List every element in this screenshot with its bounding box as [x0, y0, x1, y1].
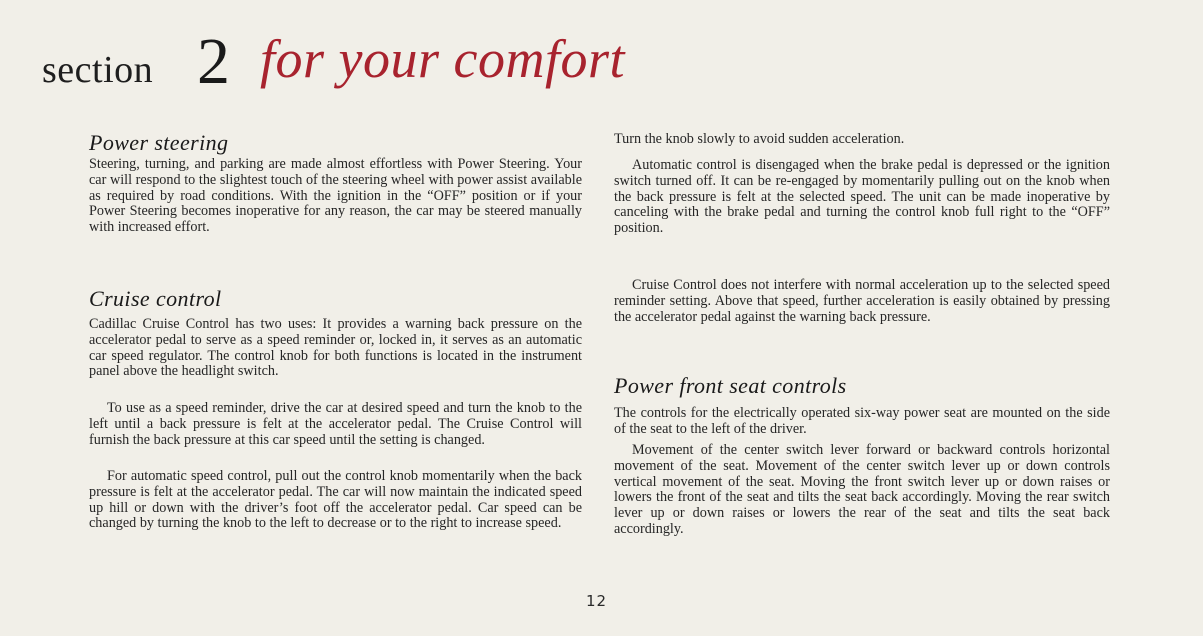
section-word: section: [42, 49, 154, 91]
cruise-continued-paragraph-3: Cruise Control does not interfere with normal acceleration up to the selected speed reminder setting. Above that speed, further acceleration is easily obtained by pressing the accelerator pedal against the warning back pressure.: [614, 277, 1110, 325]
cruise-continued-paragraph-1: Turn the knob slowly to avoid sudden acceleration.: [614, 131, 905, 147]
cruise-control-heading: Cruise control: [89, 286, 222, 311]
section-title: for your comfort: [260, 29, 625, 89]
power-seat-heading: Power front seat controls: [614, 373, 847, 398]
cruise-control-paragraph-1: Cadillac Cruise Control has two uses: It provides a warning back pressure on the accelerator pedal to serve as a speed reminder or, locked in, it serves as an automatic car speed regulator. The control knob for both functions is located in the instrument panel above the headlight switch.: [89, 316, 582, 380]
power-seat-paragraph-1: The controls for the electrically operated six-way power seat are mounted on the side of the seat to the left of the driver.: [614, 405, 1110, 437]
cruise-control-paragraph-3: For automatic speed control, pull out the control knob momentarily when the back pressure is felt at the accelerator pedal. The car will now maintain the indicated speed up hill or down with the driver’s foot off the accelerator pedal. Car speed can be changed by turning the knob to the left to decrease or to the right to increase speed.: [89, 468, 582, 532]
section-number: 2: [197, 25, 230, 98]
cruise-continued-paragraph-2: Automatic control is disengaged when the brake pedal is depressed or the ignition switch turned off. It can be re-engaged by momentarily pulling out on the knob when the back pressure is felt at the selected speed. The unit can be made inoperative by canceling with the brake pedal and turning the control knob full right to the “OFF” position.: [614, 157, 1110, 237]
power-seat-paragraph-2: Movement of the center switch lever forward or backward controls horizontal movement of the seat. Movement of the center switch lever up or down controls vertical movement of the seat. Moving the front switch lever up or down raises or lowers the front of the seat and tilts the seat back accordingly. Moving the rear switch lever up or down raises or lowers the rear of the seat and tilts the seat back accordingly.: [614, 442, 1110, 537]
page-number: 12: [586, 592, 608, 610]
cruise-control-paragraph-2: To use as a speed reminder, drive the car at desired speed and turn the knob to the left until a back pressure is felt at the accelerator pedal. The Cruise Control will furnish the back pressure at this car speed until the setting is changed.: [89, 400, 582, 448]
power-steering-heading: Power steering: [89, 130, 229, 155]
power-steering-paragraph: Steering, turning, and parking are made almost effortless with Power Steering. Your car will respond to the slightest touch of the steering wheel with power assist available as required by road conditions. With the ignition in the “OFF” position or if your Power Steering becomes inoperative for any reason, the car may be steered manually with increased effort.: [89, 156, 582, 236]
